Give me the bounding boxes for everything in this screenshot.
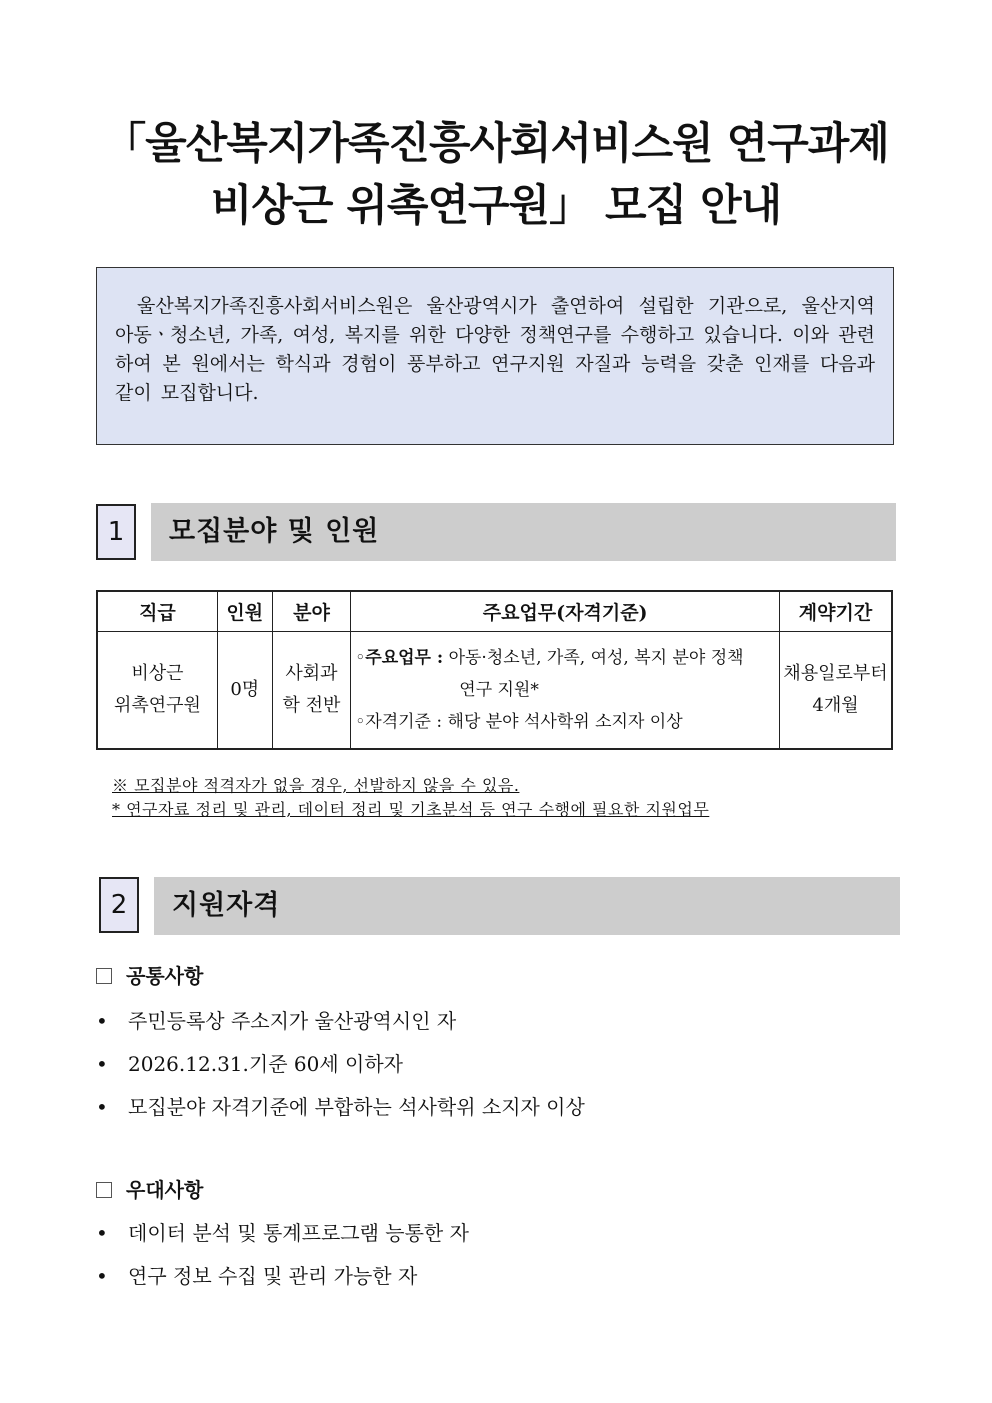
cell-period	[780, 631, 892, 749]
bullet-icon: •	[96, 1009, 108, 1033]
period-line1: 채용일로부터	[783, 662, 888, 684]
common-heading	[96, 960, 203, 989]
cell-count: 0명	[217, 631, 272, 749]
duty-label: ◦주요업무 :	[355, 647, 444, 668]
list-item-text: 연구 정보 수집 및 관리 가능한 자	[128, 1264, 418, 1288]
cell-rank	[97, 631, 217, 749]
cell-field	[272, 631, 351, 749]
header-count: 인원	[217, 591, 272, 631]
list-item	[96, 1005, 456, 1034]
list-item-text: 주민등록상 주소지가 울산광역시인 자	[128, 1009, 457, 1033]
qualification: ◦자격기준 : 해당 분야 석사학위 소지자 이상	[355, 711, 683, 732]
document-title-line1: 「울산복지가족진흥사회서비스원 연구과제	[103, 119, 889, 169]
list-item	[96, 1091, 585, 1120]
list-item-text: 모집분야 자격기준에 부합하는 석사학위 소지자 이상	[128, 1095, 585, 1119]
list-item-text: 2026.12.31.기준 60세 이하자	[128, 1052, 403, 1076]
header-rank: 직급	[97, 591, 217, 631]
bullet-icon: •	[96, 1095, 108, 1119]
duty-text1: 아동·청소년, 가족, 여성, 복지 분야 정책	[443, 647, 744, 668]
field-line2: 학 전반	[282, 694, 341, 716]
section2-number: 2	[99, 877, 139, 933]
table-row	[97, 631, 892, 749]
section1-title: 모집분야 및 인원	[151, 503, 896, 561]
note-item: ※ 모집분야 적격자가 없을 경우, 선발하지 않을 수 있음.	[112, 776, 520, 795]
rank-line1: 비상근	[131, 662, 184, 684]
note-item: * 연구자료 정리 및 관리, 데이터 정리 및 기초분석 등 연구 수행에 필요한 지원업무	[112, 800, 710, 819]
list-item	[96, 1217, 469, 1246]
section1-number: 1	[96, 504, 136, 560]
common-heading-label: 공통사항	[126, 964, 204, 988]
bullet-icon: •	[96, 1052, 108, 1076]
duty-text2: 연구 지원*	[459, 679, 539, 700]
section2-title: 지원자격	[154, 877, 900, 935]
table-notes	[112, 774, 709, 822]
bullet-icon: •	[96, 1264, 108, 1288]
bullet-icon: •	[96, 1221, 108, 1245]
cell-duty	[351, 631, 780, 749]
header-period: 계약기간	[780, 591, 892, 631]
intro-box	[96, 267, 894, 445]
recruitment-table	[96, 590, 893, 750]
rank-line2: 위촉연구원	[113, 694, 201, 716]
document-title-line2: 비상근 위촉연구원」 모집 안내	[210, 181, 782, 231]
intro-text: 울산복지가족진흥사회서비스원은 울산광역시가 출연하여 설립한 기관으로, 울산지역 아동ㆍ청소년, 가족, 여성, 복지를 위한 다양한 정책연구를 수행하고 있습니다. 이와 관련하여 본 원에서는 학식과 경험이 풍부하고 연구지원 자질과 능력을 갖춘 인재를 다음과 같이 모집합니다.	[115, 295, 875, 404]
checkbox-icon	[96, 968, 112, 984]
list-item	[96, 1048, 403, 1077]
period-line2: 4개월	[812, 694, 859, 716]
preferred-heading	[96, 1174, 203, 1203]
header-duty: 주요업무(자격기준)	[351, 591, 780, 631]
list-item	[96, 1260, 417, 1289]
checkbox-icon	[96, 1182, 112, 1198]
duty-line1	[355, 642, 777, 674]
list-item-text: 데이터 분석 및 통계프로그램 능통한 자	[128, 1221, 469, 1245]
header-field: 분야	[272, 591, 351, 631]
table-header-row	[97, 591, 892, 631]
field-line1: 사회과	[285, 662, 338, 684]
preferred-heading-label: 우대사항	[126, 1178, 204, 1202]
